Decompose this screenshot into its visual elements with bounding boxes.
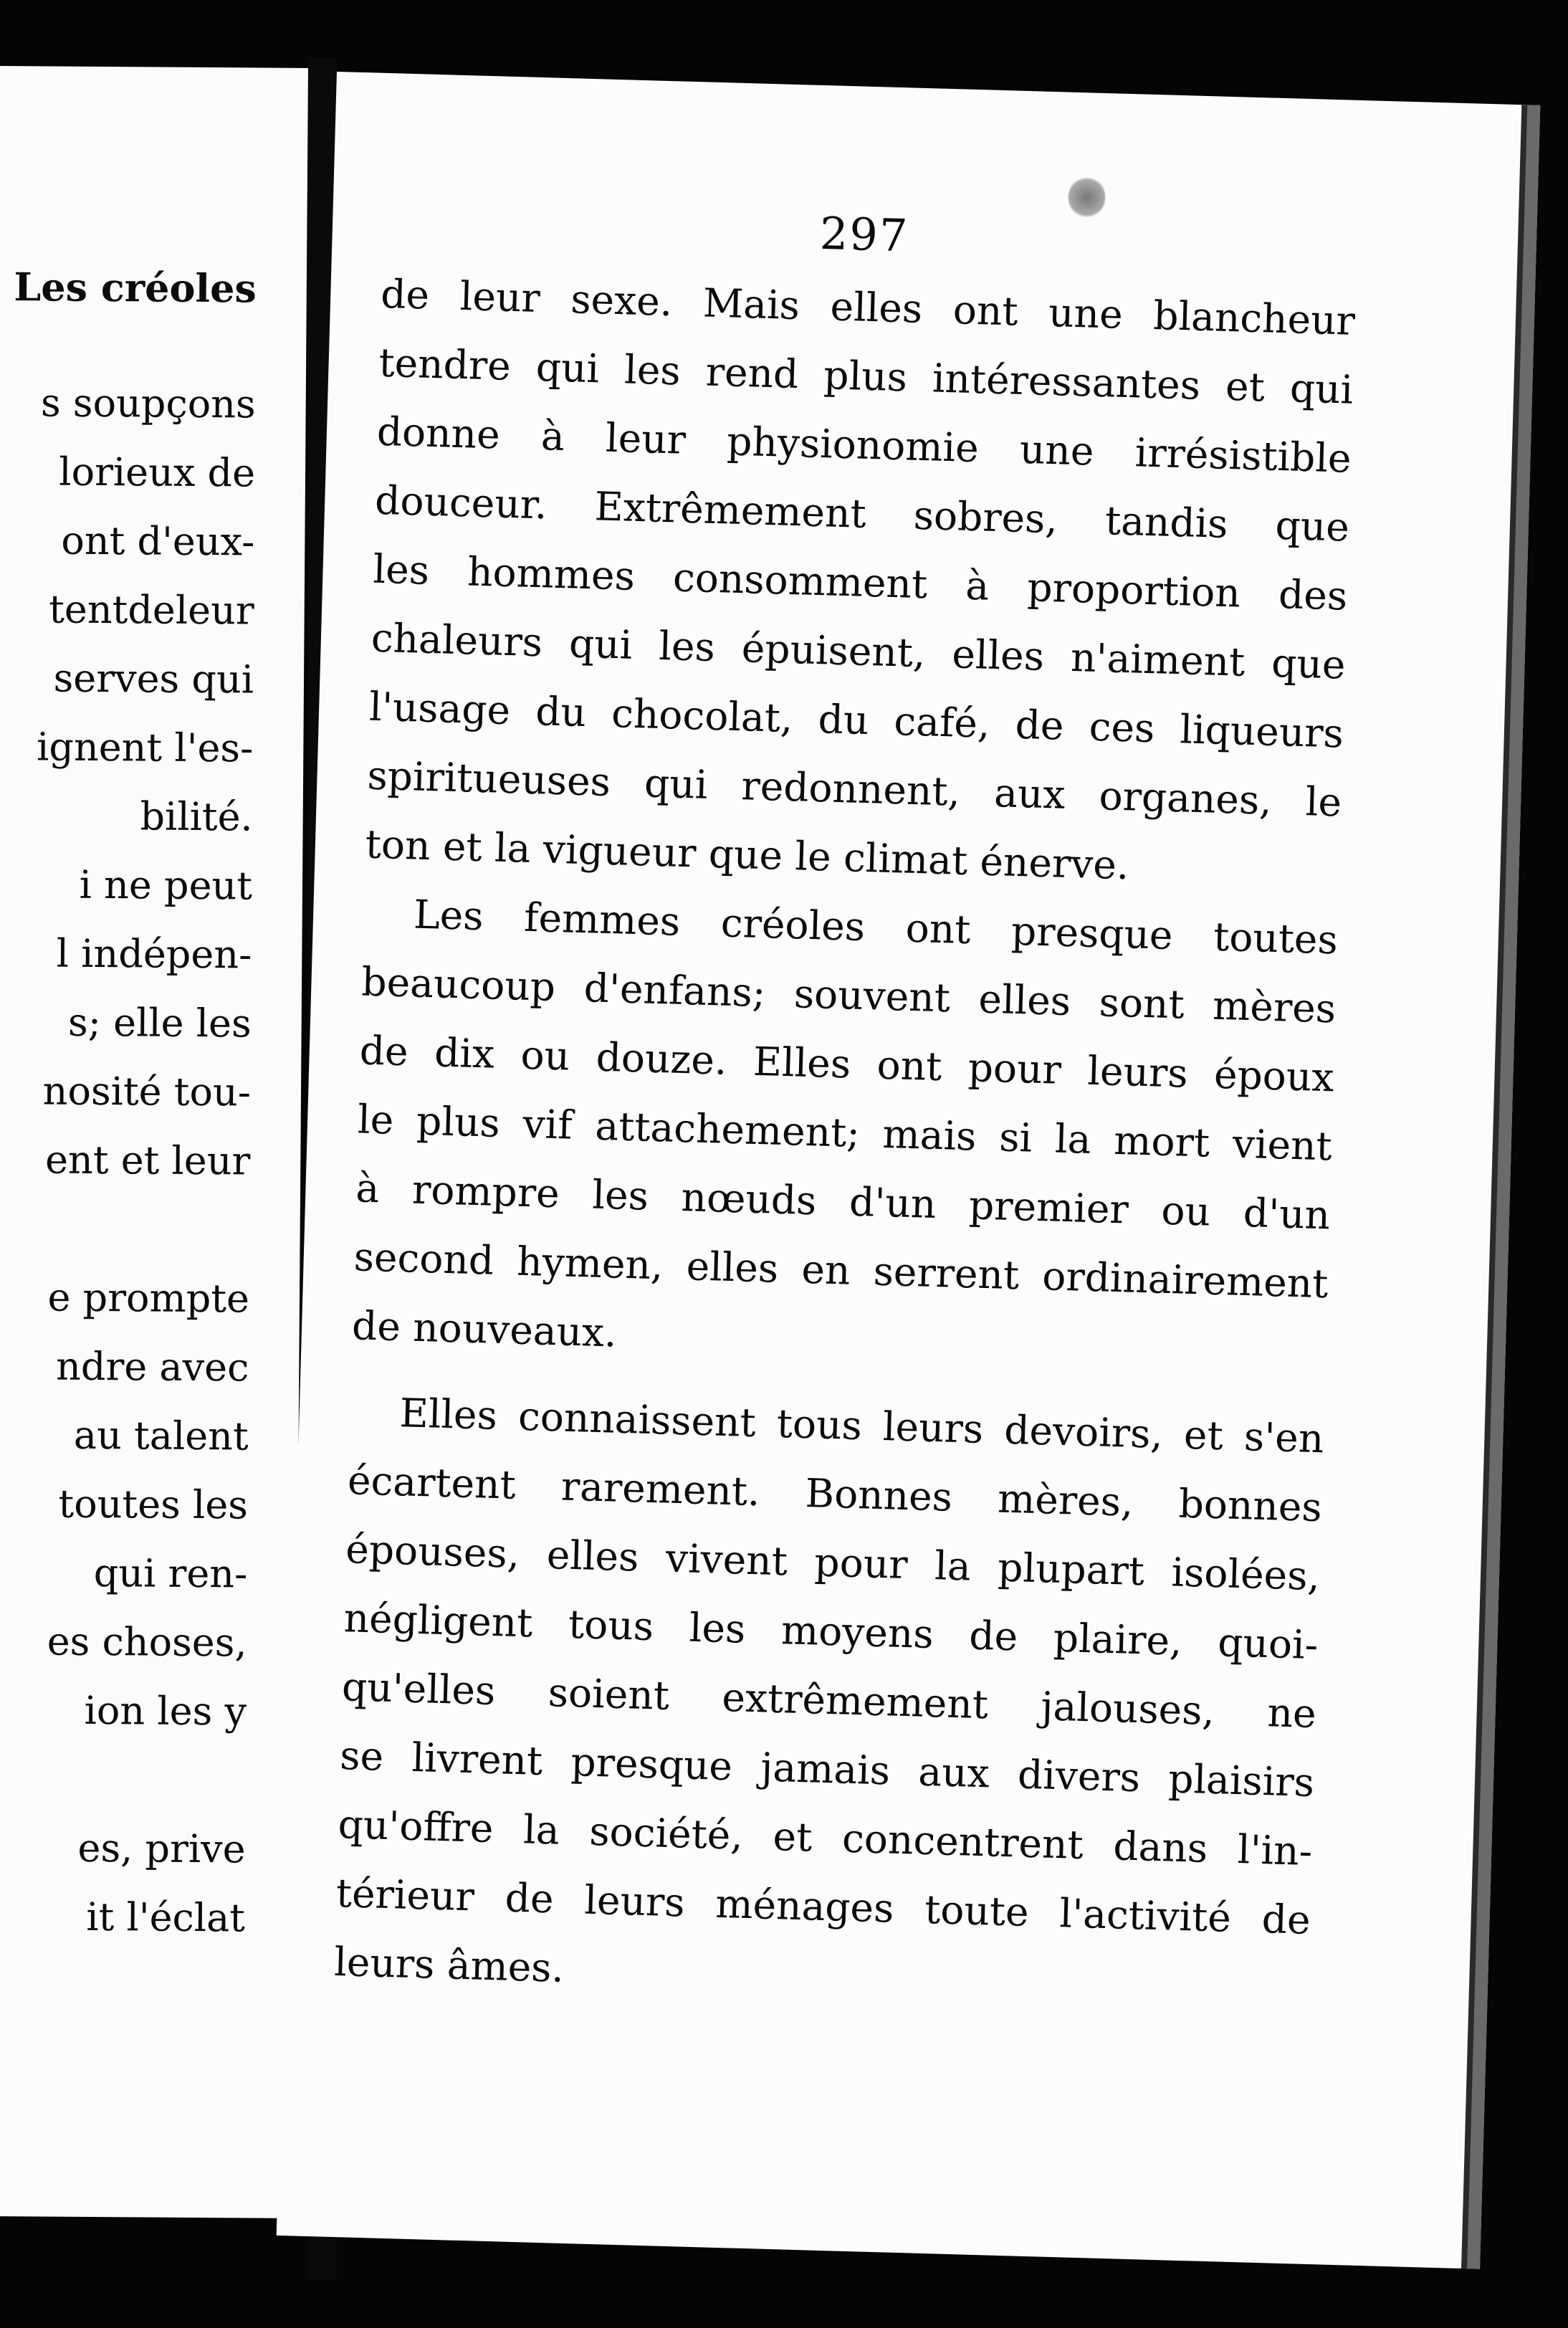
ink-blot — [1068, 175, 1106, 220]
left-page-line: toutes les — [58, 1481, 249, 1528]
text-line: Les femmes créoles ont presque toutes — [413, 891, 1339, 963]
left-page-line: lorieux de — [59, 449, 256, 496]
left-page-line: it l'éclat — [86, 1894, 246, 1941]
text-line: écartent rarement. Bonnes mères, bonnes — [347, 1457, 1323, 1531]
body-text — [333, 259, 1356, 2023]
left-page-line: i ne peut — [79, 862, 253, 909]
text-line: douceur. Extrêmement sobres, tandis que — [374, 477, 1350, 550]
text-line: de dix ou douze. Elles ont pour leurs époux — [358, 1027, 1335, 1101]
text-line: ton et la vigueur que le climat énerve. — [365, 821, 1130, 889]
text-line: Elles connaissent tous leurs devoirs, et s'en — [398, 1390, 1325, 1462]
paragraph — [365, 259, 1357, 906]
left-page-blank-line — [0, 1743, 247, 1815]
left-page-line: s soupçons — [40, 380, 256, 427]
left-page-line: e prompte — [47, 1274, 250, 1322]
left-page-line: ignent l'es- — [36, 724, 254, 771]
right-page — [277, 72, 1541, 2269]
left-page-blank-line — [0, 1193, 250, 1264]
left-page-line: Les créoles — [14, 264, 257, 312]
page-number: 297 — [818, 206, 910, 262]
text-line: tendre qui les rend plus intéressantes et qui — [378, 339, 1354, 413]
text-line: l'usage du chocolat, du café, de ces liqueurs — [368, 683, 1344, 757]
text-line: spiritueuses qui redonnent, aux organes, le — [366, 752, 1342, 826]
text-line: de nouveaux. — [351, 1302, 618, 1356]
text-line: qu'offre la société, et concentrent dans l'in- — [337, 1801, 1314, 1874]
text-line: le plus vif attachement; mais si la mort vient — [357, 1096, 1333, 1170]
text-line: qu'elles soient extrêmement jalouses, ne — [341, 1664, 1317, 1737]
left-page-line: ndre avec — [55, 1343, 249, 1390]
text-line: chaleurs qui les épuisent, elles n'aiment que — [371, 614, 1347, 688]
left-page-line: bilité. — [140, 793, 253, 840]
text-line: donne à leur physionomie une irrésistible — [376, 408, 1352, 482]
text-line: à rompre les nœuds d'un premier ou d'un — [355, 1165, 1331, 1239]
text-line: négligent tous les moyens de plaire, quoi- — [343, 1595, 1319, 1669]
paragraph — [351, 879, 1339, 1388]
text-line: beaucoup d'enfans; souvent elles sont mères — [360, 958, 1337, 1032]
left-page-line: es choses, — [47, 1618, 247, 1666]
paragraph — [333, 1377, 1325, 2023]
left-page-line: l indépen- — [56, 930, 252, 978]
left-page-line: es, prive — [77, 1825, 246, 1872]
text-line: se livrent presque jamais aux divers plaisirs — [339, 1732, 1315, 1805]
left-page-line: au talent — [73, 1412, 249, 1459]
text-line: leurs âmes. — [333, 1938, 565, 1991]
left-page-line: nosité tou- — [42, 1068, 252, 1115]
text-line: de leur sexe. Mais elles ont une blancheur — [380, 270, 1356, 344]
left-page-line: ont d'eux- — [61, 517, 255, 565]
left-page-text — [0, 251, 257, 1952]
text-line: les hommes consomment à proportion des — [372, 545, 1349, 619]
text-line: épouses, elles vivent pour la plupart isolées, — [345, 1526, 1321, 1600]
left-page-line: serves qui — [53, 655, 254, 702]
text-line: térieur de leurs ménages toute l'activité de — [335, 1869, 1311, 1943]
left-page-line: qui ren- — [93, 1550, 248, 1597]
left-page-line: tentdeleur — [49, 586, 254, 634]
left-page-line: s; elle les — [67, 999, 252, 1046]
text-line: second hymen, elles en serrent ordinairement — [353, 1234, 1329, 1307]
left-page-line: ent et leur — [44, 1137, 251, 1184]
left-page — [0, 66, 308, 2218]
left-page-line: ion les y — [84, 1687, 247, 1735]
